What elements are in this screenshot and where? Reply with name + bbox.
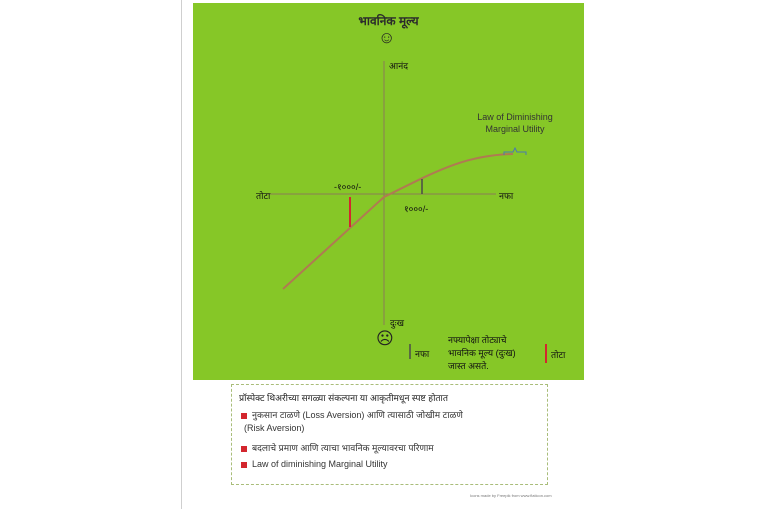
frowning-face-icon: ☹ xyxy=(376,329,394,348)
legend-loss-label: तोटा xyxy=(551,350,566,360)
y-axis-bottom-label: दुःख xyxy=(390,318,404,328)
summary-box xyxy=(231,384,548,485)
legend-gain-label: नफा xyxy=(415,349,430,359)
value-curve xyxy=(283,154,513,289)
bullet-square-icon xyxy=(241,413,247,419)
page-edge-line xyxy=(181,0,182,509)
summary-bullet-1-continued: (Risk Aversion) xyxy=(244,423,305,433)
y-axis-top-label: आनंद xyxy=(389,61,408,71)
smiling-face-icon: ☺ xyxy=(378,28,396,47)
summary-bullet-2: बदलाचे प्रमाण आणि त्याचा भावनिक मूल्यावरचा परिणाम xyxy=(241,441,434,454)
bullet-square-icon xyxy=(241,446,247,452)
figure-title: भावनिक मूल्य xyxy=(358,14,419,28)
x-axis-left-label: तोटा xyxy=(256,191,271,201)
x-axis-right-label: नफा xyxy=(499,191,514,201)
summary-bullet-1: नुकसान टाळणे (Loss Aversion) आणि त्यासाठी जोखीम टाळणे xyxy=(241,408,463,421)
summary-bullet-3: Law of diminishing Marginal Utility xyxy=(241,459,388,469)
value-function-figure xyxy=(193,3,584,380)
bullet-square-icon xyxy=(241,462,247,468)
icon-credit: Icons made by Freepik from www.flaticon.com xyxy=(470,493,552,498)
negative-value-label: -१०००/- xyxy=(334,182,362,192)
loss-aversion-note: नफ्यापेक्षा तोट्याचे भावनिक मूल्य (दुःख) जास्त असते. xyxy=(448,335,516,371)
diminishing-utility-label: Law of Diminishing Marginal Utility xyxy=(477,112,553,134)
summary-heading: प्रॉस्पेक्ट थिअरीच्या सगळ्या संकल्पना या आकृतीमधून स्पष्ट होतात xyxy=(239,393,449,403)
positive-value-label: १०००/- xyxy=(404,204,429,214)
